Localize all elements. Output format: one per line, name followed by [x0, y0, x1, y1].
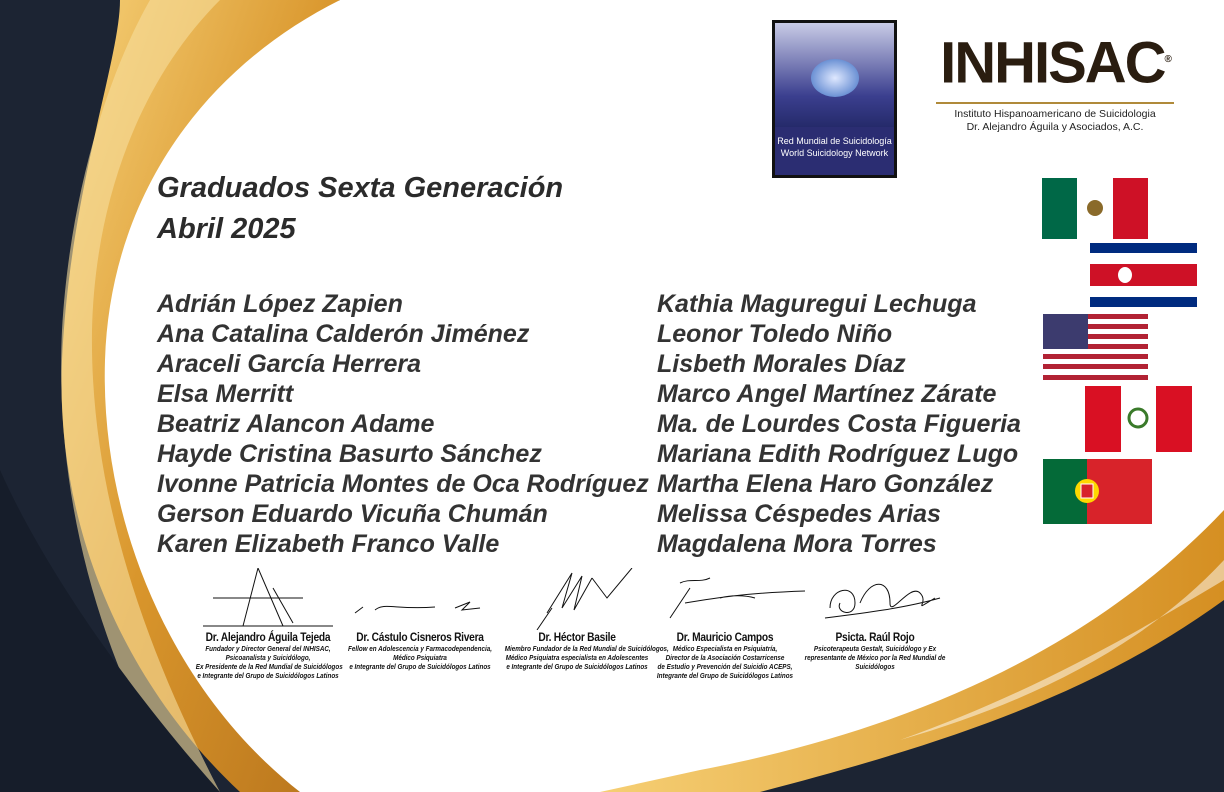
inhisac-subtitle-1: Instituto Hispanoamericano de Suicidologia	[954, 108, 1156, 121]
signatory-role: Psicoanalista y Suicidólogo,	[225, 653, 311, 662]
signatory-role: e Integrante del Grupo de Suicidólogos Latinos	[197, 671, 339, 680]
usa-flag	[1043, 314, 1148, 380]
signatory-role: Médico Especialista en Psiquiatría,	[672, 644, 778, 653]
signatory-name: Psicta. Raúl Rojo	[835, 630, 915, 644]
graduate-name: Adrián López Zapien	[157, 290, 403, 318]
signatory-role: Suicidólogos	[855, 662, 895, 671]
signature-block	[790, 568, 960, 671]
signatory-role: Director de la Asociación Costarricense	[665, 653, 785, 662]
signature-block	[183, 568, 353, 680]
signatory-role: Psicoterapeuta Gestalt, Suicidólogo y Ex	[813, 644, 937, 653]
signatory-name: Dr. Mauricio Campos	[676, 630, 774, 644]
graduate-name: Magdalena Mora Torres	[657, 530, 937, 558]
signatory-name: Dr. Héctor Basile	[538, 630, 616, 644]
registered-mark: ®	[1164, 54, 1170, 65]
signatory-role: de Estudio y Prevención del Suicidio ACEPS,	[657, 662, 793, 671]
signatory-role: Médico Psiquiatra	[393, 653, 447, 662]
graduate-name: Hayde Cristina Basurto Sánchez	[157, 440, 542, 468]
network-logo-line2: World Suicidology Network	[780, 148, 889, 158]
world-suicidology-network-logo	[772, 20, 897, 178]
graduates-right-column	[657, 289, 1021, 559]
signature-block	[492, 568, 669, 671]
signature-image	[183, 568, 353, 630]
graduates-left-column	[157, 289, 649, 559]
signatory-name: Dr. Cástulo Cisneros Rivera	[356, 630, 484, 644]
graduate-name: Ma. de Lourdes Costa Figueria	[657, 410, 1021, 438]
signature-image	[640, 568, 810, 630]
page-subtitle-date: Abril 2025	[157, 213, 296, 245]
graduate-name: Martha Elena Haro González	[657, 470, 994, 498]
graduate-name: Lisbeth Morales Díaz	[657, 350, 906, 378]
graduate-name: Mariana Edith Rodríguez Lugo	[657, 440, 1019, 468]
graduate-name: Karen Elizabeth Franco Valle	[157, 530, 500, 558]
signatory-role: Integrante del Grupo de Suicidólogos Latinos	[656, 671, 794, 680]
signatory-role: representante de México por la Red Mundial de	[804, 653, 946, 662]
peru-flag	[1085, 386, 1192, 452]
signatory-role: Miembro Fundador de la Red Mundial de Suicidólogos,	[504, 644, 669, 653]
graduate-name: Elsa Merritt	[157, 380, 294, 408]
signatory-role: e Integrante del Grupo de Suicidólogos Latinos	[506, 662, 648, 671]
inhisac-subtitle-2: Dr. Alejandro Águila y Asociados, A.C.	[966, 121, 1144, 134]
signature-block	[335, 568, 505, 671]
graduate-name: Ana Catalina Calderón Jiménez	[157, 320, 530, 348]
logo-divider	[936, 102, 1174, 104]
portugal-flag	[1043, 459, 1152, 524]
globe-icon	[811, 59, 859, 97]
signatory-role: e Integrante del Grupo de Suicidólogos Latinos	[349, 662, 491, 671]
signature-image	[790, 568, 960, 630]
graduate-name: Ivonne Patricia Montes de Oca Rodríguez	[157, 470, 649, 498]
network-logo-line1: Red Mundial de Suicidología	[777, 136, 892, 146]
inhisac-brand: INHISAC	[940, 30, 1165, 96]
graduate-name: Kathia Maguregui Lechuga	[657, 290, 977, 318]
signature-block	[640, 568, 810, 680]
signatory-role: Fundador y Director General del INHISAC,	[205, 644, 331, 653]
inhisac-logo	[930, 25, 1180, 134]
graduate-name: Melissa Céspedes Arias	[657, 500, 941, 528]
signature-image	[335, 568, 505, 630]
page-title: Graduados Sexta Generación	[157, 172, 564, 204]
signatory-name: Dr. Alejandro Águila Tejeda	[205, 630, 331, 644]
graduate-name: Marco Angel Martínez Zárate	[657, 380, 997, 408]
graduate-name: Araceli García Herrera	[157, 350, 422, 378]
graduate-name: Leonor Toledo Niño	[657, 320, 893, 348]
graduate-name: Beatriz Alancon Adame	[157, 410, 435, 438]
signatory-role: Fellow en Adolescencia y Farmacodependencia,	[348, 644, 492, 653]
signature-image	[492, 568, 662, 630]
signatory-role: Médico Psiquiatra especialista en Adolescentes	[505, 653, 649, 662]
mexico-flag	[1042, 178, 1148, 239]
costa-rica-flag	[1090, 243, 1197, 307]
signatory-role: Ex Presidente de la Red Mundial de Suicidólogos	[195, 662, 343, 671]
graduate-name: Gerson Eduardo Vicuña Chumán	[157, 500, 548, 528]
